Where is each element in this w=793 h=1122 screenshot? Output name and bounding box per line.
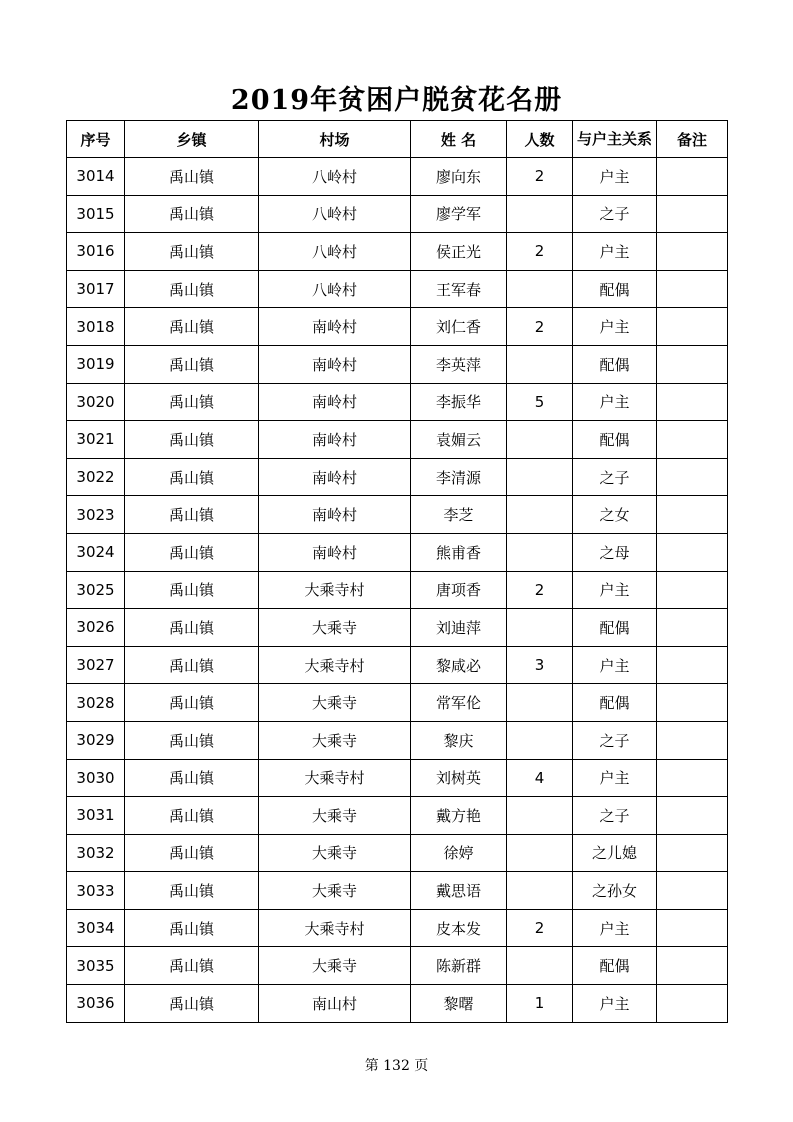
cell-township: 禹山镇 <box>125 909 259 947</box>
page-title: 2019年贫困户脱贫花名册 <box>230 85 563 116</box>
cell-relation: 之子 <box>573 458 657 496</box>
cell-serial: 3014 <box>67 158 125 196</box>
table-row <box>67 233 728 271</box>
table-row <box>67 834 728 872</box>
cell-remarks <box>657 270 728 308</box>
cell-serial: 3017 <box>67 270 125 308</box>
cell-name: 李英萍 <box>411 345 507 383</box>
cell-remarks <box>657 985 728 1023</box>
cell-village: 大乘寺村 <box>259 571 411 609</box>
cell-household-size: 2 <box>507 909 573 947</box>
cell-relation: 户主 <box>573 158 657 196</box>
cell-village: 八岭村 <box>259 270 411 308</box>
cell-village: 大乘寺村 <box>259 909 411 947</box>
header-relation-label: 与户主关系 <box>576 130 652 148</box>
table-row <box>67 947 728 985</box>
table-row <box>67 195 728 233</box>
table-row <box>67 308 728 346</box>
table-row <box>67 383 728 421</box>
cell-relation: 之子 <box>573 195 657 233</box>
cell-name: 常军伦 <box>411 684 507 722</box>
cell-village: 南岭村 <box>259 533 411 571</box>
cell-remarks <box>657 496 728 534</box>
cell-township: 禹山镇 <box>125 270 259 308</box>
cell-name: 唐项香 <box>411 571 507 609</box>
cell-relation: 之孙女 <box>573 872 657 910</box>
table-row <box>67 609 728 647</box>
cell-remarks <box>657 345 728 383</box>
cell-remarks <box>657 646 728 684</box>
cell-relation: 户主 <box>573 308 657 346</box>
cell-name: 戴思语 <box>411 872 507 910</box>
cell-township: 禹山镇 <box>125 872 259 910</box>
cell-name: 李振华 <box>411 383 507 421</box>
cell-name: 陈新群 <box>411 947 507 985</box>
table-row <box>67 158 728 196</box>
cell-village: 大乘寺 <box>259 872 411 910</box>
cell-name: 侯正光 <box>411 233 507 271</box>
cell-township: 禹山镇 <box>125 985 259 1023</box>
cell-remarks <box>657 308 728 346</box>
header-relation <box>573 121 657 158</box>
cell-township: 禹山镇 <box>125 458 259 496</box>
cell-household-size: 3 <box>507 646 573 684</box>
cell-relation: 户主 <box>573 233 657 271</box>
header-household-size: 人数 <box>507 121 573 158</box>
cell-name: 徐婷 <box>411 834 507 872</box>
cell-serial: 3018 <box>67 308 125 346</box>
cell-household-size: 2 <box>507 233 573 271</box>
cell-relation: 配偶 <box>573 345 657 383</box>
cell-name: 刘仁香 <box>411 308 507 346</box>
cell-relation: 之子 <box>573 721 657 759</box>
cell-serial: 3016 <box>67 233 125 271</box>
table-row <box>67 759 728 797</box>
cell-remarks <box>657 158 728 196</box>
cell-remarks <box>657 721 728 759</box>
cell-household-size <box>507 872 573 910</box>
cell-village: 南岭村 <box>259 345 411 383</box>
cell-village: 八岭村 <box>259 158 411 196</box>
cell-serial: 3029 <box>67 721 125 759</box>
cell-name: 廖向东 <box>411 158 507 196</box>
cell-name: 黎庆 <box>411 721 507 759</box>
cell-serial: 3020 <box>67 383 125 421</box>
cell-name: 廖学军 <box>411 195 507 233</box>
table-row <box>67 684 728 722</box>
table-row <box>67 571 728 609</box>
cell-serial: 3015 <box>67 195 125 233</box>
cell-serial: 3030 <box>67 759 125 797</box>
cell-remarks <box>657 872 728 910</box>
cell-household-size <box>507 496 573 534</box>
cell-serial: 3022 <box>67 458 125 496</box>
cell-remarks <box>657 233 728 271</box>
cell-household-size <box>507 270 573 308</box>
cell-relation: 户主 <box>573 383 657 421</box>
cell-remarks <box>657 571 728 609</box>
cell-serial: 3034 <box>67 909 125 947</box>
cell-serial: 3036 <box>67 985 125 1023</box>
cell-relation: 配偶 <box>573 609 657 647</box>
cell-township: 禹山镇 <box>125 721 259 759</box>
cell-village: 南岭村 <box>259 458 411 496</box>
table-row <box>67 646 728 684</box>
cell-household-size <box>507 797 573 835</box>
cell-township: 禹山镇 <box>125 421 259 459</box>
cell-remarks <box>657 684 728 722</box>
header-serial: 序号 <box>67 121 125 158</box>
header-name: 姓 名 <box>411 121 507 158</box>
cell-name: 袁媚云 <box>411 421 507 459</box>
cell-remarks <box>657 195 728 233</box>
cell-name: 黎咸必 <box>411 646 507 684</box>
cell-village: 南岭村 <box>259 421 411 459</box>
cell-remarks <box>657 759 728 797</box>
cell-township: 禹山镇 <box>125 609 259 647</box>
cell-relation: 之母 <box>573 533 657 571</box>
cell-household-size <box>507 947 573 985</box>
cell-serial: 3035 <box>67 947 125 985</box>
header-row <box>67 121 728 158</box>
poverty-register-table <box>66 120 728 1023</box>
cell-village: 大乘寺 <box>259 609 411 647</box>
cell-relation: 配偶 <box>573 684 657 722</box>
cell-household-size <box>507 721 573 759</box>
cell-township: 禹山镇 <box>125 533 259 571</box>
table-row <box>67 909 728 947</box>
table-row <box>67 533 728 571</box>
cell-township: 禹山镇 <box>125 158 259 196</box>
cell-relation: 之儿媳 <box>573 834 657 872</box>
header-village: 村场 <box>259 121 411 158</box>
cell-household-size <box>507 458 573 496</box>
cell-name: 戴方艳 <box>411 797 507 835</box>
table-row <box>67 496 728 534</box>
cell-name: 皮本发 <box>411 909 507 947</box>
cell-village: 八岭村 <box>259 233 411 271</box>
cell-village: 大乘寺村 <box>259 759 411 797</box>
cell-household-size <box>507 345 573 383</box>
cell-township: 禹山镇 <box>125 195 259 233</box>
cell-relation: 配偶 <box>573 947 657 985</box>
cell-village: 大乘寺 <box>259 684 411 722</box>
cell-township: 禹山镇 <box>125 797 259 835</box>
cell-household-size <box>507 533 573 571</box>
cell-village: 南岭村 <box>259 383 411 421</box>
cell-household-size <box>507 609 573 647</box>
cell-township: 禹山镇 <box>125 233 259 271</box>
cell-serial: 3033 <box>67 872 125 910</box>
cell-serial: 3031 <box>67 797 125 835</box>
cell-household-size: 1 <box>507 985 573 1023</box>
cell-township: 禹山镇 <box>125 834 259 872</box>
cell-remarks <box>657 383 728 421</box>
cell-village: 八岭村 <box>259 195 411 233</box>
cell-relation: 户主 <box>573 571 657 609</box>
cell-remarks <box>657 947 728 985</box>
cell-serial: 3025 <box>67 571 125 609</box>
cell-serial: 3021 <box>67 421 125 459</box>
table-row <box>67 721 728 759</box>
cell-relation: 户主 <box>573 909 657 947</box>
header-remarks: 备注 <box>657 121 728 158</box>
cell-household-size: 5 <box>507 383 573 421</box>
cell-serial: 3023 <box>67 496 125 534</box>
table-row <box>67 270 728 308</box>
cell-village: 大乘寺 <box>259 834 411 872</box>
cell-household-size: 2 <box>507 571 573 609</box>
cell-household-size <box>507 195 573 233</box>
page-number: 第 132 页 <box>364 1058 429 1074</box>
cell-serial: 3026 <box>67 609 125 647</box>
cell-township: 禹山镇 <box>125 684 259 722</box>
cell-township: 禹山镇 <box>125 345 259 383</box>
cell-relation: 户主 <box>573 985 657 1023</box>
cell-serial: 3019 <box>67 345 125 383</box>
cell-township: 禹山镇 <box>125 308 259 346</box>
cell-remarks <box>657 533 728 571</box>
cell-township: 禹山镇 <box>125 571 259 609</box>
table-row <box>67 985 728 1023</box>
cell-household-size: 2 <box>507 158 573 196</box>
cell-relation: 之女 <box>573 496 657 534</box>
cell-relation: 之子 <box>573 797 657 835</box>
cell-serial: 3028 <box>67 684 125 722</box>
cell-village: 南岭村 <box>259 308 411 346</box>
cell-household-size <box>507 834 573 872</box>
cell-remarks <box>657 909 728 947</box>
cell-remarks <box>657 458 728 496</box>
cell-remarks <box>657 609 728 647</box>
cell-name: 刘树英 <box>411 759 507 797</box>
table-row <box>67 345 728 383</box>
cell-name: 黎曙 <box>411 985 507 1023</box>
cell-relation: 配偶 <box>573 421 657 459</box>
cell-village: 大乘寺 <box>259 721 411 759</box>
cell-village: 南岭村 <box>259 496 411 534</box>
cell-township: 禹山镇 <box>125 759 259 797</box>
cell-township: 禹山镇 <box>125 496 259 534</box>
table-row <box>67 458 728 496</box>
cell-relation: 户主 <box>573 646 657 684</box>
cell-name: 刘迪萍 <box>411 609 507 647</box>
cell-name: 熊甫香 <box>411 533 507 571</box>
table-row <box>67 797 728 835</box>
cell-relation: 配偶 <box>573 270 657 308</box>
cell-village: 南山村 <box>259 985 411 1023</box>
cell-village: 大乘寺 <box>259 797 411 835</box>
cell-remarks <box>657 421 728 459</box>
cell-serial: 3032 <box>67 834 125 872</box>
header-township: 乡镇 <box>125 121 259 158</box>
cell-name: 李芝 <box>411 496 507 534</box>
cell-serial: 3027 <box>67 646 125 684</box>
cell-household-size: 4 <box>507 759 573 797</box>
table-row <box>67 872 728 910</box>
cell-household-size <box>507 684 573 722</box>
cell-name: 李清源 <box>411 458 507 496</box>
table-row <box>67 421 728 459</box>
cell-household-size: 2 <box>507 308 573 346</box>
cell-remarks <box>657 834 728 872</box>
cell-village: 大乘寺村 <box>259 646 411 684</box>
cell-township: 禹山镇 <box>125 646 259 684</box>
cell-household-size <box>507 421 573 459</box>
cell-village: 大乘寺 <box>259 947 411 985</box>
cell-name: 王军春 <box>411 270 507 308</box>
cell-township: 禹山镇 <box>125 947 259 985</box>
cell-serial: 3024 <box>67 533 125 571</box>
cell-remarks <box>657 797 728 835</box>
cell-township: 禹山镇 <box>125 383 259 421</box>
cell-relation: 户主 <box>573 759 657 797</box>
